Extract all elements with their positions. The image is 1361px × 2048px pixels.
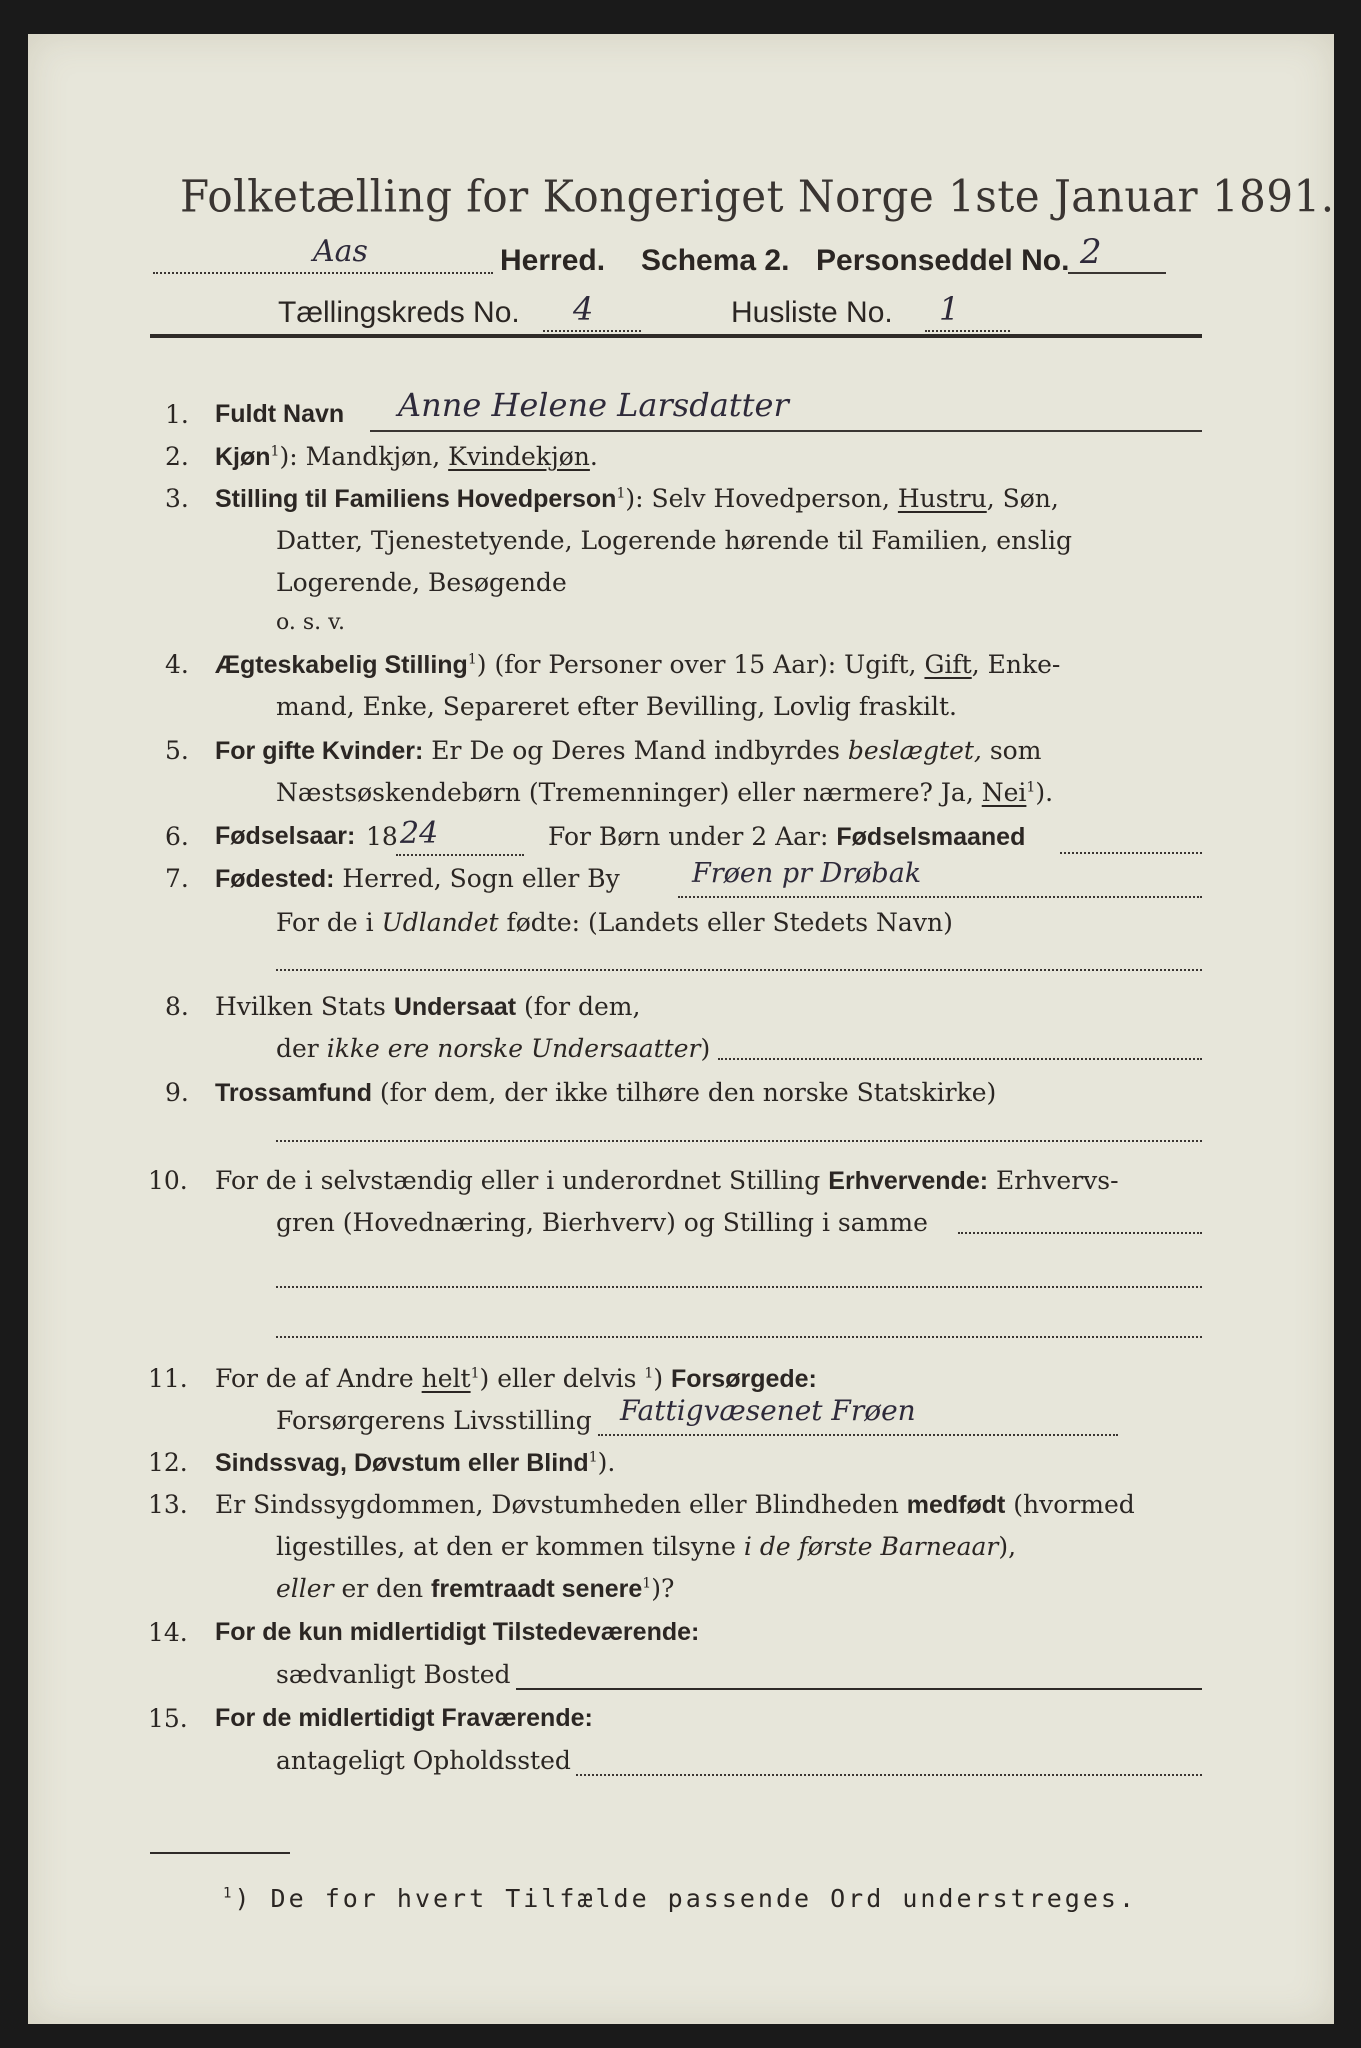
q13-line3-italic: eller [276,1574,334,1603]
q3-number: 3. [165,484,189,513]
q8-line1 [215,992,640,1022]
q4-text-a: ) (for Personer over 15 Aar): Ugift, [476,650,925,679]
footnote [223,1884,1137,1913]
q11-text-b: ) eller delvis [479,1364,645,1393]
q14-field [516,1688,1202,1690]
q1-label: Fuldt Navn [215,400,345,428]
herred-label: Herred. [500,244,606,277]
q7-value: Frøen pr Drøbak [692,858,922,889]
q11-text-c: ) [653,1364,672,1393]
husliste-label: Husliste No. [731,296,893,329]
q3-label: Stilling til Familiens Hovedperson [215,485,617,513]
q10-text-a: For de i selvstændig eller i underordnet Stilling [215,1166,829,1195]
q11-line1 [215,1364,817,1394]
q5-line2b: ). [1035,778,1054,807]
q12-number: 12. [148,1448,188,1477]
husliste-value: 1 [939,290,960,328]
q1-field [370,386,1202,432]
q11-number: 11. [148,1364,188,1393]
herred-value: Aas [313,234,368,269]
q5-underlined: Nei [981,778,1027,807]
q15-label: For de midlertidigt Fraværende: [215,1704,593,1732]
husliste-field [925,290,1010,332]
q13-line1 [215,1490,1135,1520]
q13-number: 13. [148,1490,188,1519]
q12-line1 [215,1448,615,1478]
q13-line3 [276,1574,674,1604]
q5-line1 [215,736,1041,766]
personseddel-field [1068,232,1166,274]
q4-line1 [215,650,1060,680]
q3-line3: Logerende, Besøgende [276,568,567,597]
q3-text-a: ): Selv Hovedperson, [625,484,898,513]
census-form-sheet [28,34,1334,2024]
kreds-label: Tællingskreds No. [278,296,520,329]
q6-text-a: For Børn under 2 Aar: [548,822,837,851]
q7-label: Fødested: [215,865,335,893]
q6-year-value: 24 [400,816,439,851]
q2-line [215,442,598,472]
personseddel-label: Personseddel No. [816,244,1070,277]
form-title: Folketælling for Kongeriget Norge 1ste Januar 1891. [180,170,1335,223]
footnote-rule [150,1852,290,1854]
q5-sup: 1 [1026,779,1036,796]
q9-line1 [215,1078,996,1108]
q15-number: 15. [148,1704,188,1733]
q7-line2a: For de i [276,908,382,937]
q4-number: 4. [165,650,189,679]
q4-line2: mand, Enke, Separeret efter Bevilling, Lovlig fraskilt. [276,692,957,721]
q2-underlined: Kvindekjøn [448,442,590,471]
q13-line3b: )? [651,1574,675,1603]
q7-foreign-field [276,969,1202,971]
q15-line2: antageligt Opholdssted [276,1746,571,1775]
q13-line2 [276,1532,1016,1561]
q9-text-a: (for dem, der ikke tilhøre den norske Statskirke) [371,1078,997,1107]
q13-text-b: (hvormed [1005,1490,1135,1519]
q10-number: 10. [148,1166,188,1195]
q1-number: 1. [165,400,189,429]
q13-italic: i de første Barneaar [743,1532,999,1561]
q5-label: For gifte Kvinder: [215,737,424,765]
footnote-sup: 1 [223,1885,235,1902]
q13-line3a: er den [333,1574,432,1603]
q6-year-prefix: 18 [366,822,398,851]
q13-line2b: ), [998,1532,1017,1561]
q11-value: Fattigvæsenet Frøen [620,1394,916,1427]
q3-line1 [215,484,1059,514]
q4-sup: 1 [467,651,477,668]
q4-label: Ægteskabelig Stilling [215,651,468,679]
q6-year-field [396,816,524,856]
q8-field [718,1058,1202,1060]
q8-line2 [276,1034,710,1063]
q3-line4: o. s. v. [276,610,345,635]
q13-label2: fremtraadt senere [431,1575,643,1603]
q6-month-field [1060,852,1202,854]
q6-line [548,822,1025,852]
q9-number: 9. [165,1078,189,1107]
q14-number: 14. [148,1618,188,1647]
q9-label: Trossamfund [215,1079,372,1107]
q15-field [576,1774,1202,1776]
q10-field-1 [958,1232,1202,1234]
q10-field-2 [276,1286,1202,1288]
q8-line2b: ) [700,1034,711,1063]
q10-line1 [215,1166,1119,1196]
q11-text-a: For de af Andre [215,1364,422,1393]
q4-underlined: Gift [924,650,972,679]
q2-sup: 1 [270,443,280,460]
footnote-text: ) De for hvert Tilfælde passende Ord understreges. [234,1884,1138,1913]
q11-line2: Forsørgerens Livsstilling [276,1406,592,1435]
q10-field-3 [276,1336,1202,1338]
q5-text-a: Er De og Deres Mand indbyrdes [423,736,848,765]
q8-line2a: der [276,1034,327,1063]
q5-line2a: Næstsøskendebørn (Tremenninger) eller nærmere? Ja, [276,778,982,807]
q10-text-b: Erhvervs- [988,1166,1119,1195]
herred-field [153,234,493,274]
q7-text-a: Herred, Sogn eller By [334,864,620,893]
schema-label: Schema 2. [641,244,790,277]
q6-label-b: Fødselsmaaned [836,823,1026,851]
q8-text-b: (for dem, [516,992,641,1021]
kreds-value: 4 [573,290,594,328]
q14-line2: sædvanligt Bosted [276,1660,511,1689]
q2-text-b: . [589,442,598,471]
q13-label: medfødt [906,1491,1006,1519]
q3-line2: Datter, Tjenestetyende, Logerende hørende til Familien, enslig [276,526,1073,555]
q7-italic: Udlandet [381,908,499,937]
q11-label: Forsørgede: [671,1365,817,1393]
q1-value: Anne Helene Larsdatter [398,386,789,424]
personseddel-value: 2 [1080,232,1102,272]
q10-label: Erhvervende: [828,1167,989,1195]
q5-line2 [276,778,1053,807]
q14-label: For de kun midlertidigt Tilstedeværende: [215,1618,700,1646]
q5-italic: beslægtet, [847,736,982,765]
q2-text-a: ): Mandkjøn, [279,442,449,471]
q13-line2a: ligestilles, at den er kommen tilsyne [276,1532,744,1561]
q2-label: Kjøn [215,443,271,471]
q9-field [276,1140,1202,1142]
q8-italic: ikke ere norske Undersaatter [326,1034,701,1063]
q6-number: 6. [165,822,189,851]
q7-field [678,858,1202,898]
q4-text-b: , Enke- [971,650,1061,679]
q12-label: Sindssvag, Døvstum eller Blind [215,1449,589,1477]
q11-sup-2: 1 [644,1365,654,1382]
q7-number: 7. [165,864,189,893]
kreds-field [543,290,641,332]
q13-text-a: Er Sindssygdommen, Døvstumheden eller Blindheden [215,1490,907,1519]
q2-number: 2. [165,442,189,471]
q10-line2: gren (Hovednæring, Bierhverv) og Stilling i samme [276,1208,928,1237]
q11-sup-1: 1 [470,1365,480,1382]
q7-line2b: fødte: (Landets eller Stedets Navn) [498,908,953,937]
q13-sup: 1 [642,1575,652,1592]
q5-text-b: som [981,736,1042,765]
q12-text-b: ). [597,1448,616,1477]
q5-number: 5. [165,736,189,765]
q11-field [598,1394,1118,1436]
q3-underlined: Hustru [897,484,987,513]
q7-line1 [215,864,620,894]
q3-sup: 1 [616,485,626,502]
q6-label: Fødselsaar: [215,822,356,850]
header-rule [150,334,1202,338]
q12-sup: 1 [588,1449,598,1466]
q8-number: 8. [165,992,189,1021]
q8-text-a: Hvilken Stats [215,992,394,1021]
q8-label: Undersaat [393,993,517,1021]
q11-underlined: helt [421,1364,471,1393]
q3-text-b: , Søn, [986,484,1059,513]
q7-line2 [276,908,953,937]
